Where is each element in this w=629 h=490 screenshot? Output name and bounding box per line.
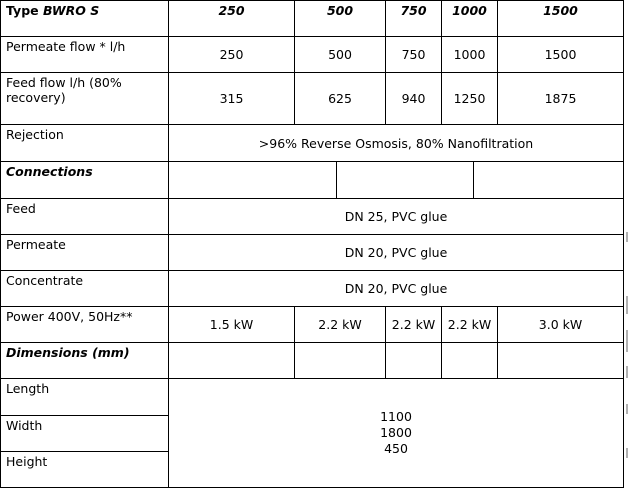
empty-cell — [498, 343, 624, 379]
width-label: Width — [1, 415, 169, 451]
rejection-value: >96% Reverse Osmosis, 80% Nanofiltration — [169, 125, 624, 161]
power-value: 2.2 kW — [442, 307, 498, 343]
permeate-flow-value: 1000 — [442, 37, 498, 73]
dimension-value-length: 1100 — [380, 409, 412, 425]
type-model: BWRO S — [42, 3, 100, 18]
power-value: 2.2 kW — [386, 307, 442, 343]
empty-cell — [295, 343, 386, 379]
concentrate-label: Concentrate — [1, 271, 169, 307]
length-label: Length — [1, 379, 169, 415]
feed-row — [1, 198, 624, 234]
permeate-flow-value: 500 — [295, 37, 386, 73]
right-edge-marks — [623, 0, 629, 490]
dimensions-section-label: Dimensions (mm) — [1, 343, 169, 379]
permeate-flow-value: 250 — [169, 37, 295, 73]
feed-flow-value: 315 — [169, 73, 295, 125]
empty-cell — [442, 343, 498, 379]
permeate-flow-value: 1500 — [498, 37, 624, 73]
column-header-1500: 1500 — [498, 1, 624, 37]
power-label: Power 400V, 50Hz** — [1, 307, 169, 343]
empty-cell — [337, 162, 474, 198]
column-header-500: 500 — [295, 1, 386, 37]
permeate-flow-value: 750 — [386, 37, 442, 73]
feed-flow-value: 625 — [295, 73, 386, 125]
connections-section-label: Connections — [1, 161, 169, 198]
connections-row — [1, 161, 624, 198]
column-header-1000: 1000 — [442, 1, 498, 37]
feed-flow-label: Feed flow l/h (80% recovery) — [1, 73, 169, 125]
feed-flow-value: 940 — [386, 73, 442, 125]
dimension-value-height: 450 — [384, 441, 408, 457]
edge-mark — [626, 330, 628, 352]
table-header-row — [1, 1, 624, 37]
edge-mark — [626, 296, 628, 314]
permeate-flow-row — [1, 37, 624, 73]
dimension-value-width: 1800 — [380, 425, 412, 441]
concentrate-row — [1, 271, 624, 307]
power-row — [1, 307, 624, 343]
type-header-cell — [1, 1, 169, 37]
column-header-250: 250 — [169, 1, 295, 37]
empty-cell — [386, 343, 442, 379]
empty-cell — [169, 343, 295, 379]
edge-mark — [626, 404, 628, 414]
rejection-label: Rejection — [1, 125, 169, 161]
power-value: 3.0 kW — [498, 307, 624, 343]
feed-flow-value: 1875 — [498, 73, 624, 125]
empty-cell — [169, 162, 337, 198]
type-prefix: Type — [6, 3, 43, 18]
permeate-flow-label: Permeate flow * l/h — [1, 37, 169, 73]
height-label: Height — [1, 451, 169, 487]
rejection-row — [1, 125, 624, 161]
permeate-row — [1, 234, 624, 270]
permeate-value: DN 20, PVC glue — [169, 234, 624, 270]
dimensions-row — [1, 343, 624, 379]
power-value: 2.2 kW — [295, 307, 386, 343]
permeate-label: Permeate — [1, 234, 169, 270]
dimensions-values-cell — [169, 379, 624, 488]
edge-mark — [626, 366, 628, 378]
empty-cell — [474, 162, 623, 198]
column-header-750: 750 — [386, 1, 442, 37]
edge-mark — [626, 232, 628, 242]
feed-flow-value: 1250 — [442, 73, 498, 125]
feed-value: DN 25, PVC glue — [169, 198, 624, 234]
feed-flow-row — [1, 73, 624, 125]
length-row — [1, 379, 624, 415]
connections-empty-cells — [169, 161, 624, 198]
power-value: 1.5 kW — [169, 307, 295, 343]
feed-label: Feed — [1, 198, 169, 234]
concentrate-value: DN 20, PVC glue — [169, 271, 624, 307]
edge-mark — [626, 448, 628, 458]
